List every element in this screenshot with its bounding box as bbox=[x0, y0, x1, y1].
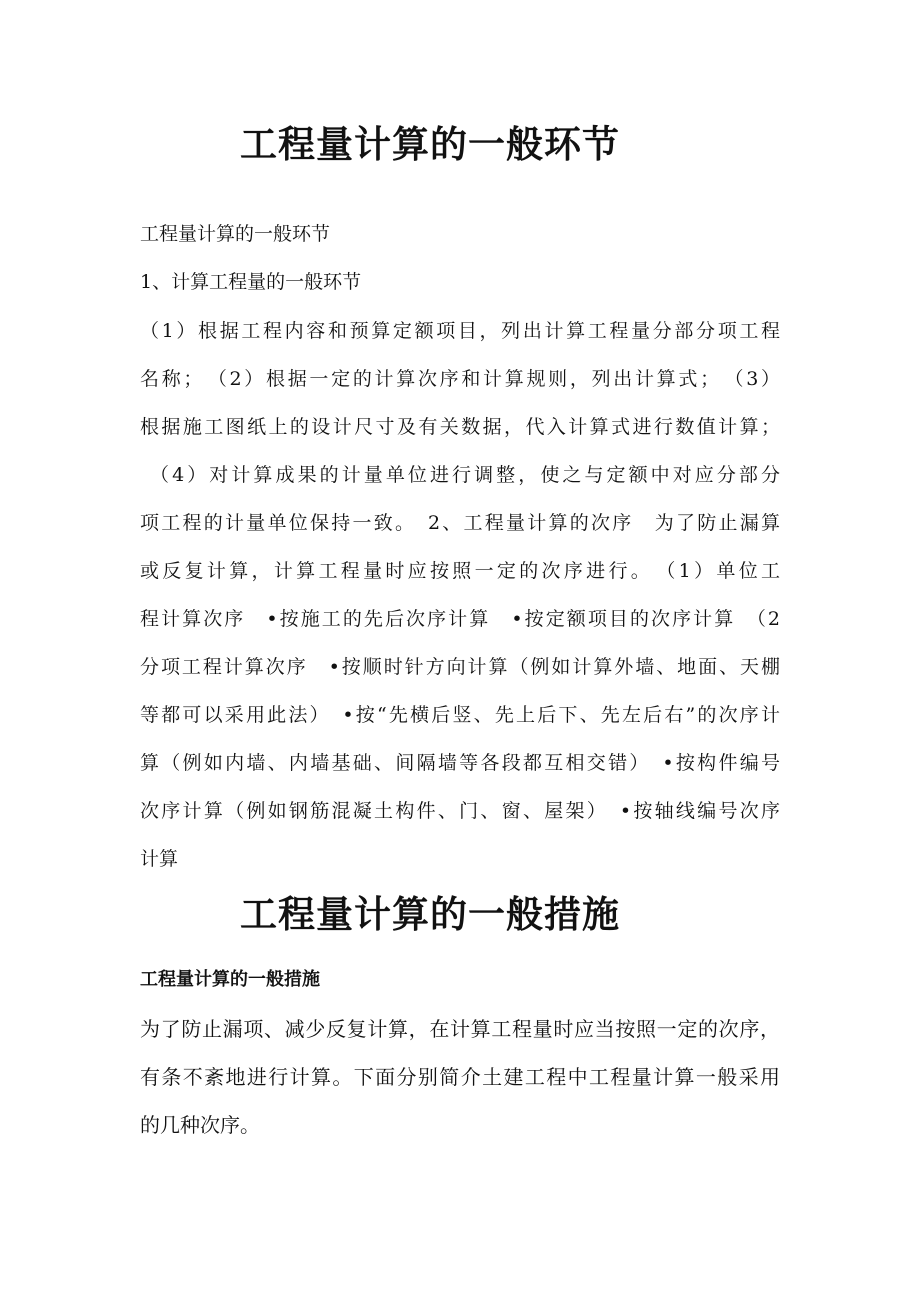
section1-para-line: 或反复计算，计算工程量时应按照一定的次序进行。 （1）单位工 bbox=[140, 560, 780, 582]
section2-title: 工程量计算的一般措施 bbox=[240, 893, 620, 936]
section2-para-line: 为了防止漏项、减少反复计算，在计算工程量时应当按照一定的次序， bbox=[140, 1017, 780, 1041]
section1-item1: 1、计算工程量的一般环节 bbox=[140, 271, 362, 293]
section1-para-line: 项工程的计量单位保持一致。 2、工程量计算的次序 为了防止漏算 bbox=[140, 512, 780, 534]
section2-para-line: 的几种次序。 bbox=[140, 1113, 260, 1137]
section1-para-line: 程计算次序 •按施工的先后次序计算 •按定额项目的次序计算 （2 bbox=[140, 608, 780, 630]
section1-subtitle: 工程量计算的一般环节 bbox=[140, 223, 331, 245]
section1-para-line: 分项工程计算次序 •按顺时针方向计算（例如计算外墙、地面、天棚 bbox=[140, 656, 780, 678]
section1-para-line: 次序计算（例如钢筋混凝土构件、门、窗、屋架） •按轴线编号次序 bbox=[140, 800, 780, 822]
section1-para-line: （1）根据工程内容和预算定额项目，列出计算工程量分部分项工程 bbox=[140, 320, 780, 342]
section2-para-line: 有条不紊地进行计算。下面分别简介土建工程中工程量计算一般采用 bbox=[140, 1065, 780, 1089]
section1-para-line: 名称； （2）根据一定的计算次序和计算规则，列出计算式； （3） bbox=[140, 368, 780, 390]
section2-subtitle: 工程量计算的一般措施 bbox=[140, 969, 320, 990]
section1-para-line: 根据施工图纸上的设计尺寸及有关数据，代入计算式进行数值计算； bbox=[140, 416, 780, 438]
section1-title: 工程量计算的一般环节 bbox=[240, 123, 620, 166]
section1-para-line: 计算 bbox=[140, 848, 179, 870]
section1-para-line: 等都可以采用此法） •按“先横后竖、先上后下、先左后右”的次序计 bbox=[140, 704, 780, 726]
section1-para-line: （4）对计算成果的计量单位进行调整，使之与定额中对应分部分 bbox=[150, 464, 780, 486]
section1-para-line: 算（例如内墙、内墙基础、间隔墙等各段都互相交错） •按构件编号 bbox=[140, 752, 780, 774]
